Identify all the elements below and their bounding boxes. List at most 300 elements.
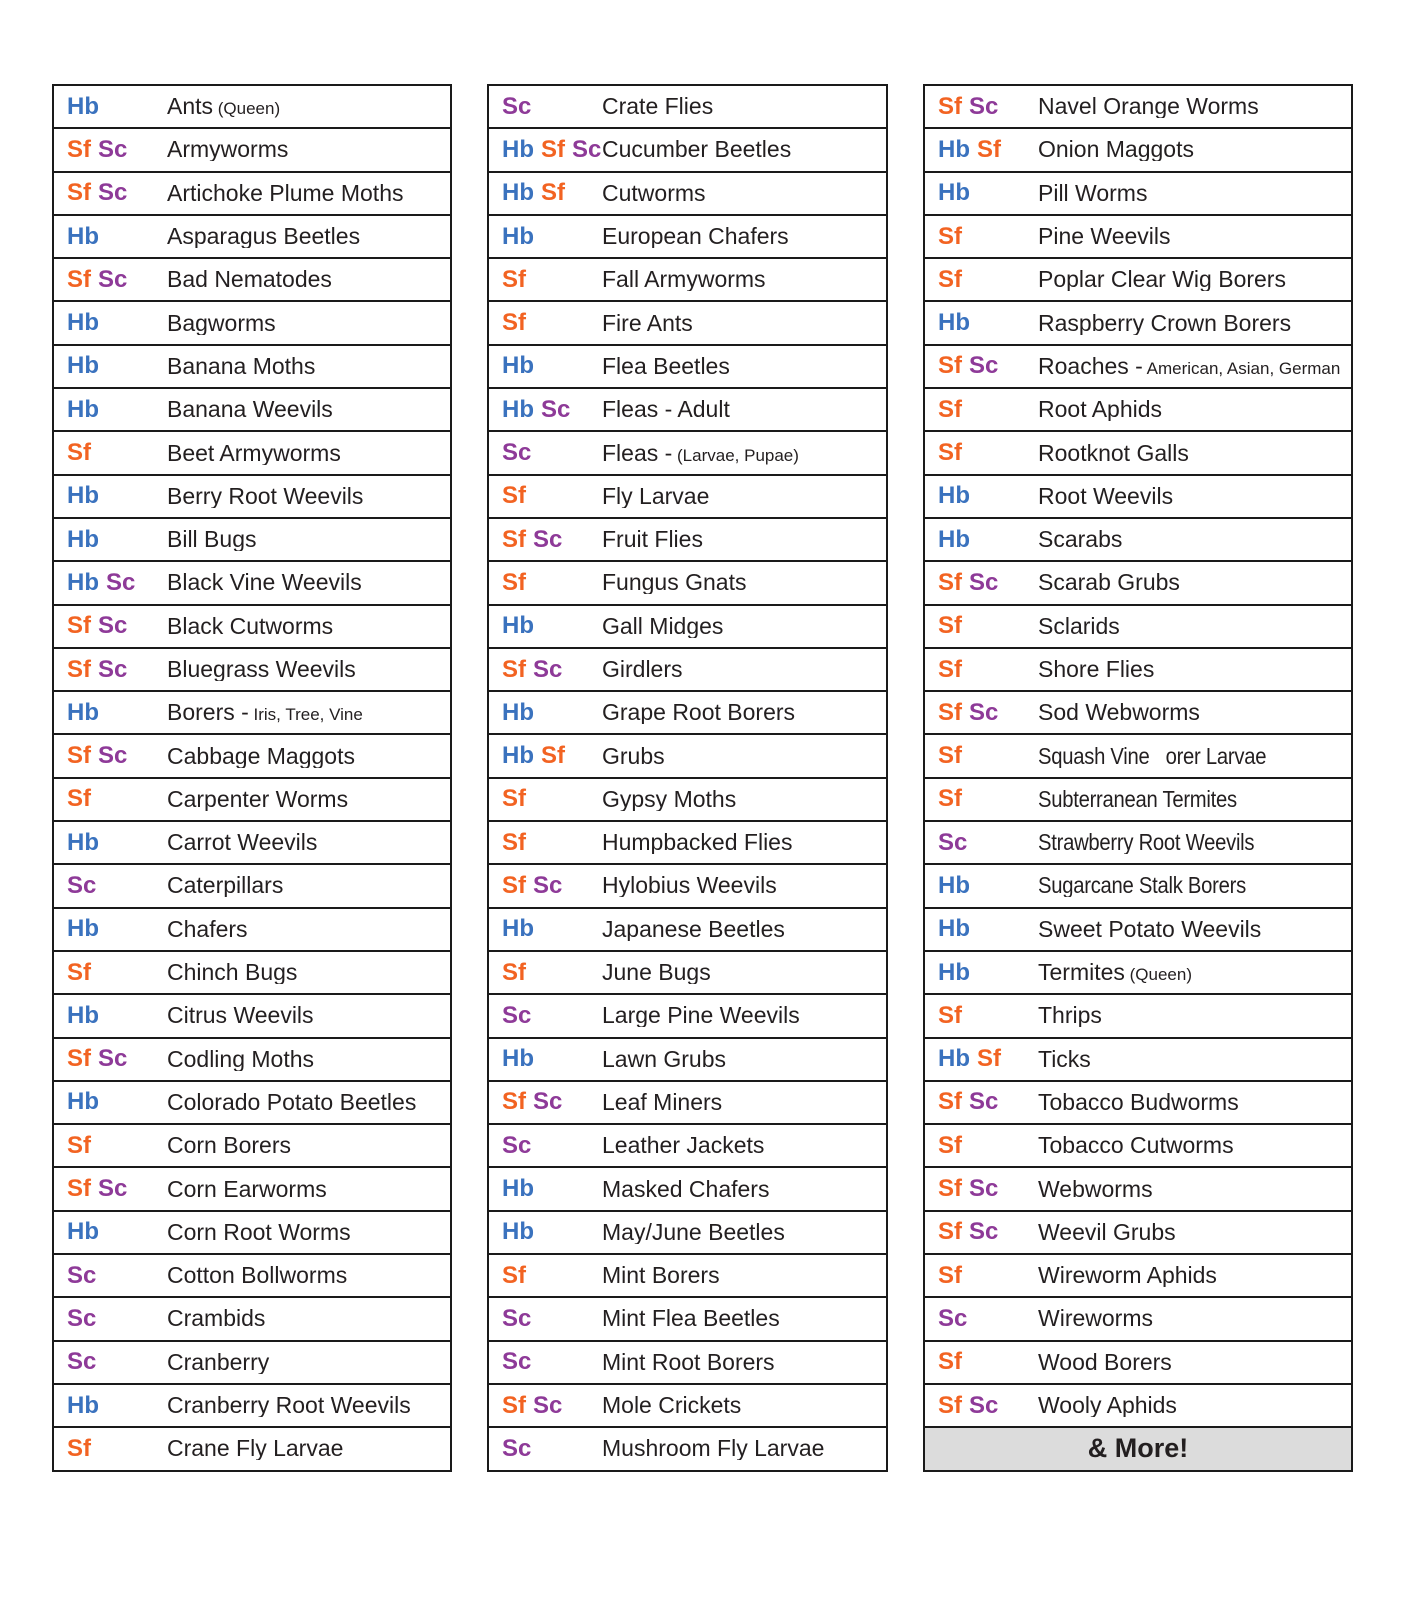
pest-column-2 [487,84,888,1472]
sc-code: Sc [98,655,128,683]
pest-name-wrap [167,485,450,508]
pest-name-wrap [602,1351,886,1374]
pest-row [925,346,1351,389]
pest-name: Colorado Potato Beetles [167,1090,417,1114]
pest-name-wrap [602,1004,886,1027]
pest-codes [489,958,602,986]
hb-code: Hb [67,395,99,423]
pest-codes [925,828,1038,856]
sc-code: Sc [106,568,136,596]
pest-row [54,1168,450,1211]
pest-codes [489,135,602,163]
pest-name-wrap [1038,961,1351,984]
hb-code: Hb [67,1391,99,1419]
hb-code: Hb [67,828,99,856]
pest-name-wrap [1038,268,1351,291]
sc-code: Sc [533,871,563,899]
pest-codes [54,525,167,553]
sc-code: Sc [969,92,999,120]
pest-codes [925,1304,1038,1332]
pest-name-wrap [1038,312,1351,335]
pest-name: Bad Nematodes [167,268,332,292]
sc-code: Sc [969,1218,999,1246]
hb-code: Hb [502,1218,534,1246]
pest-name-suffix: American, Asian, German [1142,358,1341,378]
pest-row [925,1082,1351,1125]
sc-code: Sc [533,655,563,683]
sc-code: Sc [938,1304,968,1332]
sf-code: Sf [541,742,565,770]
hb-code: Hb [67,92,99,120]
pest-name-wrap [602,485,886,508]
sc-code: Sc [533,1391,563,1419]
sc-code: Sc [969,698,999,726]
pest-name-wrap [1038,442,1351,465]
pest-name-wrap [602,745,886,768]
pest-name-wrap [1038,1004,1351,1027]
sf-code: Sf [502,828,526,856]
pest-name-wrap [1038,831,1351,854]
pest-name-wrap [1038,95,1351,118]
pest-name: Scarab Grubs [1038,571,1180,595]
sc-code: Sc [969,568,999,596]
pest-codes [489,1177,602,1201]
sf-code: Sf [938,222,962,250]
hb-code: Hb [67,568,99,596]
pest-codes [925,871,1038,899]
pest-codes [925,265,1038,293]
sf-code: Sf [502,1088,526,1116]
hb-code: Hb [67,525,99,553]
pest-name: Mint Root Borers [602,1350,775,1374]
pest-row [489,1255,886,1298]
sf-code: Sf [938,612,962,640]
pest-row [54,129,450,172]
pest-row [54,173,450,216]
sc-code: Sc [969,1088,999,1116]
pest-row [54,1212,450,1255]
pest-name-wrap [1038,1134,1351,1157]
pest-name-wrap [167,355,450,378]
pest-codes [489,1090,602,1114]
pest-row [489,86,886,129]
pest-row [489,173,886,216]
pest-name: Carpenter Worms [167,787,349,811]
pest-codes [54,614,167,638]
pest-row [489,1168,886,1211]
pest-row [489,822,886,865]
pest-name-wrap [167,528,450,551]
pest-name-wrap [602,442,886,465]
pest-codes [925,655,1038,683]
pest-row [54,779,450,822]
pest-name: Tobacco Cutworms [1038,1134,1234,1158]
pest-name-wrap [1038,745,1351,768]
pest-row [489,476,886,519]
sf-code: Sf [67,612,91,640]
sf-code: Sf [938,742,962,770]
pest-name: Asparagus Beetles [167,225,361,249]
hb-code: Hb [502,1045,534,1073]
pest-row [925,1385,1351,1428]
pest-name-suffix: (Queen) [1124,965,1192,985]
sc-code: Sc [533,1088,563,1116]
sf-code: Sf [502,1391,526,1419]
pest-codes [489,1047,602,1071]
pest-name: Subterranean Termites [1038,787,1237,811]
hb-code: Hb [67,482,99,510]
pest-row [925,1168,1351,1211]
pest-codes [925,1047,1038,1071]
pest-row [925,865,1351,908]
pest-codes [489,698,602,726]
pest-name-wrap [167,745,450,768]
pest-codes [489,1220,602,1244]
pest-codes [54,787,167,811]
pest-codes [925,1391,1038,1419]
pest-row [489,735,886,778]
sf-code: Sf [502,568,526,596]
pest-row [489,1125,886,1168]
pest-name-wrap [167,615,450,638]
pest-row [54,1342,450,1385]
pest-codes [54,917,167,941]
sc-code: Sc [67,1348,97,1376]
pest-name-wrap [167,268,450,291]
pest-name-wrap [167,442,450,465]
hb-code: Hb [67,309,99,337]
sf-code: Sf [67,742,91,770]
pest-row [54,259,450,302]
pest-row [925,173,1351,216]
sf-code: Sf [67,135,91,163]
pest-row [489,1385,886,1428]
pest-name-wrap [167,1048,450,1071]
sf-code: Sf [938,1218,962,1246]
sf-code: Sf [67,179,91,207]
sf-code: Sf [67,655,91,683]
sf-code: Sf [977,1045,1001,1073]
pest-codes [489,568,602,596]
pest-name: Codling Moths [167,1047,315,1071]
sf-code: Sf [938,1261,962,1289]
sf-code: Sf [938,439,962,467]
pest-name: Fruit Flies [602,528,703,552]
pest-row [54,692,450,735]
pest-row [54,432,450,475]
pest-row [489,432,886,475]
pest-row [54,302,450,345]
pest-codes [925,525,1038,553]
pest-name-wrap [167,571,450,594]
hb-code: Hb [938,482,970,510]
pest-name-wrap [167,138,450,161]
pest-codes [54,92,167,120]
pest-codes [54,744,167,768]
pest-name: May/June Beetles [602,1220,785,1244]
sc-code: Sc [502,1434,532,1462]
pest-name-wrap [602,571,886,594]
pest-name: Banana Weevils [167,398,333,422]
sc-code: Sc [969,352,999,380]
pest-name: Crane Fly Larvae [167,1437,344,1461]
sc-code: Sc [98,612,128,640]
pest-name: Navel Orange Worms [1038,95,1259,119]
pest-name: Sod Webworms [1038,701,1200,725]
pest-name: Cranberry Root Weevils [167,1394,411,1418]
pest-row [54,1385,450,1428]
hb-code: Hb [938,179,970,207]
sf-code: Sf [938,1175,962,1203]
pest-name-wrap [1038,138,1351,161]
pest-row [489,562,886,605]
pest-name: Mole Crickets [602,1394,742,1418]
pest-row [489,779,886,822]
pest-name: Black Vine Weevils [167,571,362,595]
pest-codes [925,958,1038,986]
pest-name-wrap [167,874,450,897]
pest-name: Beet Armyworms [167,441,341,465]
pest-name: & More! [1087,1435,1189,1463]
pest-row [489,302,886,345]
hb-code: Hb [502,352,534,380]
pest-row [54,1255,450,1298]
pest-name-wrap [1088,1435,1189,1462]
sc-code: Sc [502,1131,532,1159]
sf-code: Sf [502,265,526,293]
pest-codes [925,698,1038,726]
sf-code: Sf [67,1434,91,1462]
pest-name: Sugarcane Stalk Borers [1038,874,1246,898]
pest-row [54,909,450,952]
sc-code: Sc [67,1261,97,1289]
pest-row [54,389,450,432]
pest-name-suffix: (Larvae, Pupae) [672,445,799,465]
pest-codes [54,1434,167,1462]
pest-codes [489,395,602,423]
pest-row [925,779,1351,822]
pest-name-wrap [1038,701,1351,724]
pest-row [489,692,886,735]
hb-code: Hb [502,179,534,207]
hb-code: Hb [502,915,534,943]
pest-row [489,1212,886,1255]
pest-name: Sclarids [1038,614,1120,638]
pest-name: Scarabs [1038,528,1123,552]
pest-name-wrap [1038,528,1351,551]
pest-name-wrap [602,138,886,161]
hb-code: Hb [938,915,970,943]
pest-codes [925,395,1038,423]
pest-row [925,562,1351,605]
pest-name-wrap [167,658,450,681]
pest-codes [54,1090,167,1114]
pest-name: Pill Worms [1038,181,1148,205]
pest-row [54,519,450,562]
pest-codes [925,135,1038,163]
sf-code: Sf [67,1175,91,1203]
pest-name: Carrot Weevils [167,831,318,855]
sf-code: Sf [938,785,962,813]
pest-name: Termites [1038,961,1125,985]
pest-name: Caterpillars [167,874,284,898]
pest-codes [54,181,167,205]
pest-name-wrap [167,701,450,724]
sf-code: Sf [67,958,91,986]
pest-name: Cutworms [602,181,706,205]
pest-name: Wooly Aphids [1038,1394,1177,1418]
pest-name: Ants [167,95,214,119]
hb-code: Hb [67,352,99,380]
pest-codes [489,354,602,378]
pest-name: Leaf Miners [602,1090,723,1114]
hb-code: Hb [67,915,99,943]
pest-row [54,649,450,692]
pest-row [489,389,886,432]
sf-code: Sf [938,352,962,380]
pest-name: Weevil Grubs [1038,1220,1176,1244]
pest-name-wrap [167,918,450,941]
pest-name-wrap [167,1134,450,1157]
sc-code: Sc [98,1045,128,1073]
pest-row [925,389,1351,432]
pest-row [489,952,886,995]
sc-code: Sc [67,871,97,899]
pest-name: Thrips [1038,1004,1102,1028]
pest-name: Wireworms [1038,1307,1153,1331]
pest-codes [54,135,167,163]
pest-codes [54,655,167,683]
pest-row [925,909,1351,952]
pest-name-wrap [1038,1307,1351,1330]
pest-name: Crate Flies [602,95,714,119]
pest-row [925,1125,1351,1168]
hb-code: Hb [502,742,534,770]
sc-code: Sc [572,135,602,163]
sc-code: Sc [502,92,532,120]
pest-codes [489,744,602,768]
pest-name: Citrus Weevils [167,1004,314,1028]
pest-row [54,562,450,605]
pest-name-wrap [1038,615,1351,638]
pest-codes [925,614,1038,638]
pest-name: Large Pine Weevils [602,1004,800,1028]
pest-name: Rootknot Galls [1038,441,1189,465]
pest-name: Bill Bugs [167,528,257,552]
sf-code: Sf [502,655,526,683]
hb-code: Hb [67,698,99,726]
pest-row [489,346,886,389]
pest-codes [925,354,1038,378]
pest-name-wrap [167,225,450,248]
pest-codes [54,1350,167,1374]
pest-name: Chafers [167,917,248,941]
sc-code: Sc [98,179,128,207]
pest-name: Cotton Bollworms [167,1264,348,1288]
pest-name-wrap [602,225,886,248]
pest-row [489,1428,886,1469]
pest-codes [925,441,1038,465]
sf-code: Sf [502,525,526,553]
pest-codes [489,1304,602,1332]
pest-codes [489,1131,602,1159]
pest-codes [925,917,1038,941]
pest-codes [54,1391,167,1419]
pest-name-wrap [1038,355,1351,378]
pest-codes [489,525,602,553]
pest-row [925,1255,1351,1298]
pest-row [54,606,450,649]
pest-name: Poplar Clear Wig Borers [1038,268,1286,292]
pest-name-suffix: (Queen) [213,99,281,119]
pest-codes [54,222,167,250]
sf-code: Sf [541,179,565,207]
pest-codes [925,181,1038,205]
pest-name-wrap [167,1091,450,1114]
pest-codes [54,1304,167,1332]
pest-row [925,952,1351,995]
pest-row [54,476,450,519]
sc-code: Sc [98,135,128,163]
pest-codes [54,1047,167,1071]
pest-name-wrap [1038,1091,1351,1114]
pest-name-suffix: Iris, Tree, Vine [248,705,363,725]
pest-name: Artichoke Plume Moths [167,181,404,205]
pest-codes [54,958,167,986]
sc-code: Sc [67,1304,97,1332]
pest-codes [54,1220,167,1244]
pest-codes [925,1220,1038,1244]
pest-row [925,822,1351,865]
pest-codes [54,441,167,465]
pest-row [489,1039,886,1082]
pest-name: Strawberry Root Weevils [1038,831,1255,855]
pest-codes [489,484,602,508]
pest-codes [54,311,167,335]
sf-code: Sf [938,1088,962,1116]
pest-codes [925,222,1038,250]
pest-row [925,302,1351,345]
pest-name: Black Cutworms [167,614,334,638]
sf-code: Sf [541,135,565,163]
pest-row [489,259,886,302]
pest-codes [489,181,602,205]
pest-codes [54,828,167,856]
pest-name-wrap [1038,1221,1351,1244]
pest-name: Ticks [1038,1047,1091,1071]
pest-name: Chinch Bugs [167,961,298,985]
pest-row [54,822,450,865]
pest-codes [925,92,1038,120]
hb-code: Hb [502,698,534,726]
pest-row [925,1212,1351,1255]
pest-name-wrap [167,788,450,811]
pest-column-3 [923,84,1353,1472]
pest-name: Mushroom Fly Larvae [602,1437,825,1461]
pest-column-1 [52,84,452,1472]
pest-name: Cranberry [167,1350,270,1374]
pest-name-wrap [167,1004,450,1027]
hb-code: Hb [502,135,534,163]
pest-codes [489,265,602,293]
pest-name-wrap [602,355,886,378]
sf-code: Sf [502,1261,526,1289]
sf-code: Sf [67,265,91,293]
pest-name-wrap [602,1307,886,1330]
pest-name-wrap [602,182,886,205]
pest-name: Tobacco Budworms [1038,1090,1239,1114]
pest-codes [489,655,602,683]
